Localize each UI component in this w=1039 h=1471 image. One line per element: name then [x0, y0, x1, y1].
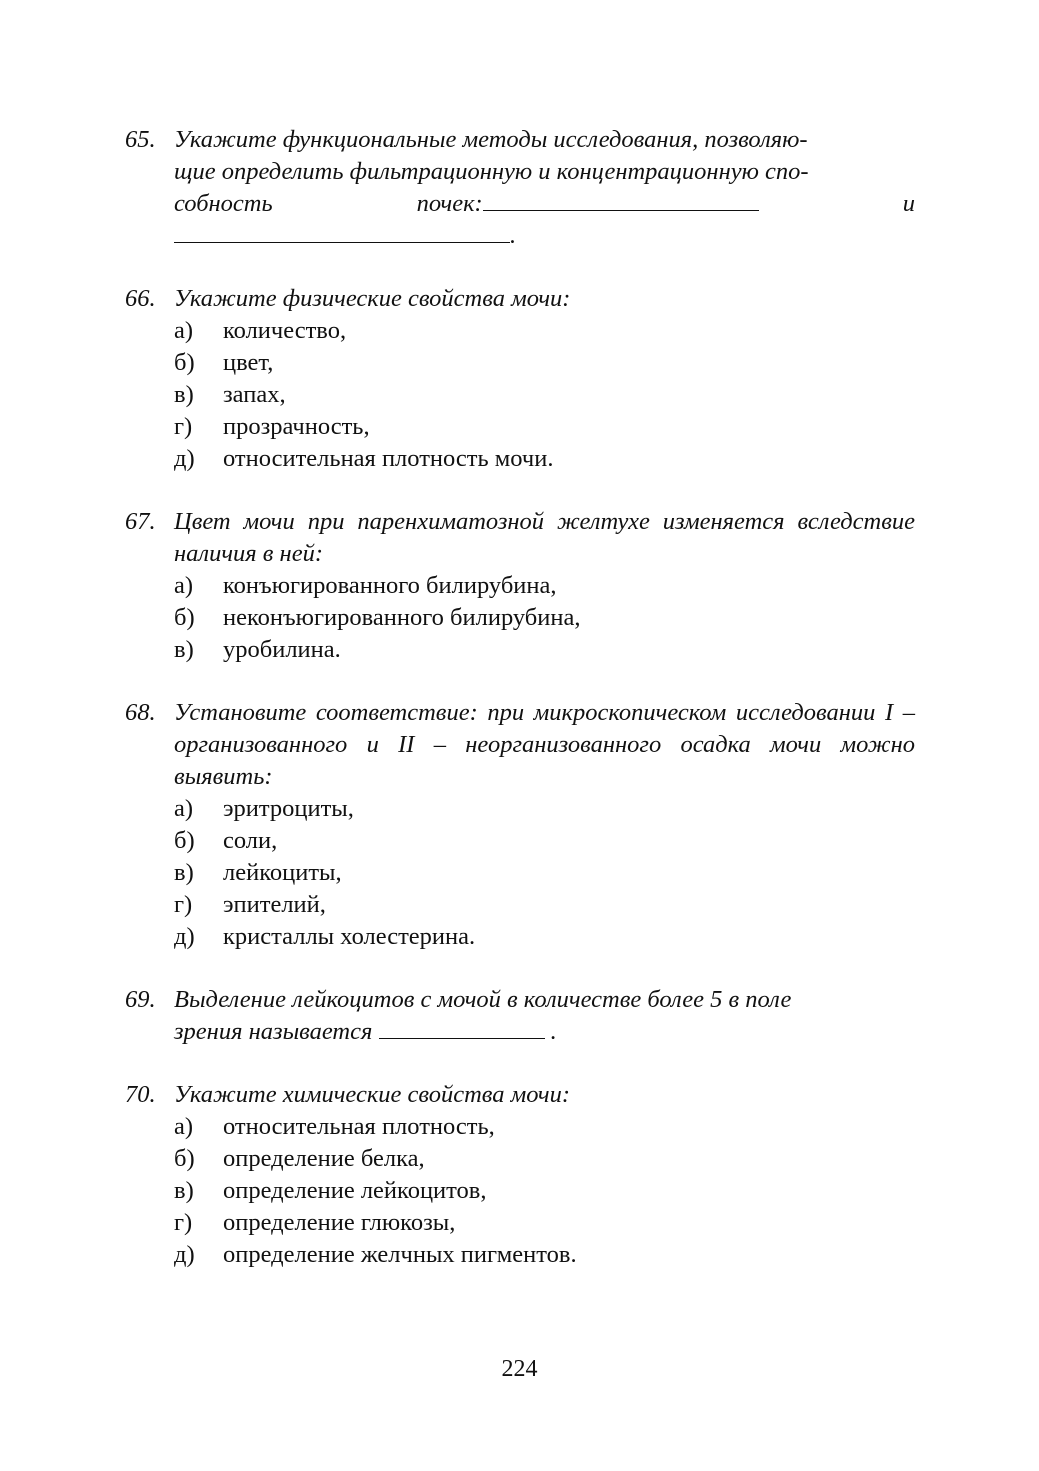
question-number: 65.: [125, 126, 156, 153]
question-text-line: Укажите функциональные методы исследования, позволяю-: [174, 126, 808, 153]
question-text-word: собность: [174, 190, 273, 217]
option-text: определение лейкоцитов,: [223, 1177, 487, 1204]
question-number: 67.: [125, 508, 156, 535]
list-item: [174, 793, 915, 825]
option-text: количество,: [223, 317, 347, 344]
option-text: прозрачность,: [223, 413, 370, 440]
list-item: [174, 411, 915, 443]
option-letter: б): [174, 827, 195, 854]
option-letter: а): [174, 795, 194, 822]
options-list: [174, 570, 915, 666]
option-letter: в): [174, 636, 194, 663]
question-text-line: Выделение лейкоцитов с мочой в количестве более 5 в поле: [174, 986, 792, 1013]
question-66: [125, 283, 915, 475]
option-text: запах,: [223, 381, 286, 408]
question-text: [174, 124, 915, 252]
list-item: [174, 315, 915, 347]
option-text: конъюгированного билирубина,: [223, 572, 557, 599]
page-content: [125, 124, 915, 1302]
list-item: [174, 634, 915, 666]
question-text: Установите соответствие: при микроскопическом исследовании I – организованного и II – неорганизованного осадка мочи можно выявить:: [174, 699, 915, 790]
question-text-line: щие определить фильтрационную и концентрационную спо-: [174, 158, 809, 185]
question-65: [125, 124, 915, 252]
option-letter: а): [174, 317, 194, 344]
option-letter: г): [174, 891, 193, 918]
options-list: [174, 793, 915, 953]
question-text-punct: .: [510, 222, 517, 249]
option-text: уробилина.: [223, 636, 341, 663]
option-letter: д): [174, 1241, 195, 1268]
option-text: определение глюкозы,: [223, 1209, 456, 1236]
option-letter: д): [174, 923, 195, 950]
option-letter: а): [174, 1113, 194, 1140]
question-number: 68.: [125, 699, 156, 726]
question-text: Цвет мочи при паренхиматозной желтухе изменяется вследствие наличия в ней:: [174, 508, 915, 567]
list-item: [174, 443, 915, 475]
question-text-punct: .: [550, 1018, 557, 1045]
list-item: [174, 857, 915, 889]
answer-blank[interactable]: [483, 188, 759, 211]
question-text-word: и: [902, 190, 915, 217]
list-item: [174, 347, 915, 379]
option-letter: в): [174, 859, 194, 886]
option-letter: в): [174, 381, 194, 408]
option-letter: в): [174, 1177, 194, 1204]
list-item: [174, 602, 915, 634]
option-text: эритроциты,: [223, 795, 354, 822]
question-text: [174, 984, 915, 1048]
list-item: [174, 889, 915, 921]
list-item: [174, 1175, 915, 1207]
list-item: [174, 1143, 915, 1175]
option-letter: г): [174, 1209, 193, 1236]
option-letter: а): [174, 572, 194, 599]
option-text: кристаллы холестерина.: [223, 923, 476, 950]
question-number: 70.: [125, 1081, 156, 1108]
option-letter: б): [174, 604, 195, 631]
option-text: определение желчных пигментов.: [223, 1241, 577, 1268]
option-text: определение белка,: [223, 1145, 425, 1172]
question-69: [125, 984, 915, 1048]
option-letter: г): [174, 413, 193, 440]
option-letter: б): [174, 349, 195, 376]
question-number: 66.: [125, 285, 156, 312]
question-text-word: почек:: [416, 190, 483, 217]
answer-blank[interactable]: [379, 1016, 545, 1039]
list-item: [174, 921, 915, 953]
question-text: Укажите физические свойства мочи:: [174, 285, 571, 312]
option-letter: б): [174, 1145, 195, 1172]
option-text: неконъюгированного билирубина,: [223, 604, 581, 631]
options-list: [174, 1111, 915, 1271]
question-67: [125, 506, 915, 666]
option-text: цвет,: [223, 349, 274, 376]
option-text: лейкоциты,: [223, 859, 342, 886]
question-68: [125, 697, 915, 953]
list-item: [174, 379, 915, 411]
question-text: Укажите химические свойства мочи:: [174, 1081, 570, 1108]
list-item: [174, 825, 915, 857]
option-text: относительная плотность,: [223, 1113, 495, 1140]
question-number: 69.: [125, 986, 156, 1013]
page-number: 224: [501, 1356, 538, 1382]
list-item: [174, 1207, 915, 1239]
options-list: [174, 315, 915, 475]
answer-blank[interactable]: [174, 220, 510, 243]
list-item: [174, 1111, 915, 1143]
option-text: соли,: [223, 827, 278, 854]
option-letter: д): [174, 445, 195, 472]
list-item: [174, 1239, 915, 1271]
option-text: относительная плотность мочи.: [223, 445, 554, 472]
list-item: [174, 570, 915, 602]
question-70: [125, 1079, 915, 1271]
question-text-line: зрения называется: [174, 1018, 373, 1045]
option-text: эпителий,: [223, 891, 326, 918]
